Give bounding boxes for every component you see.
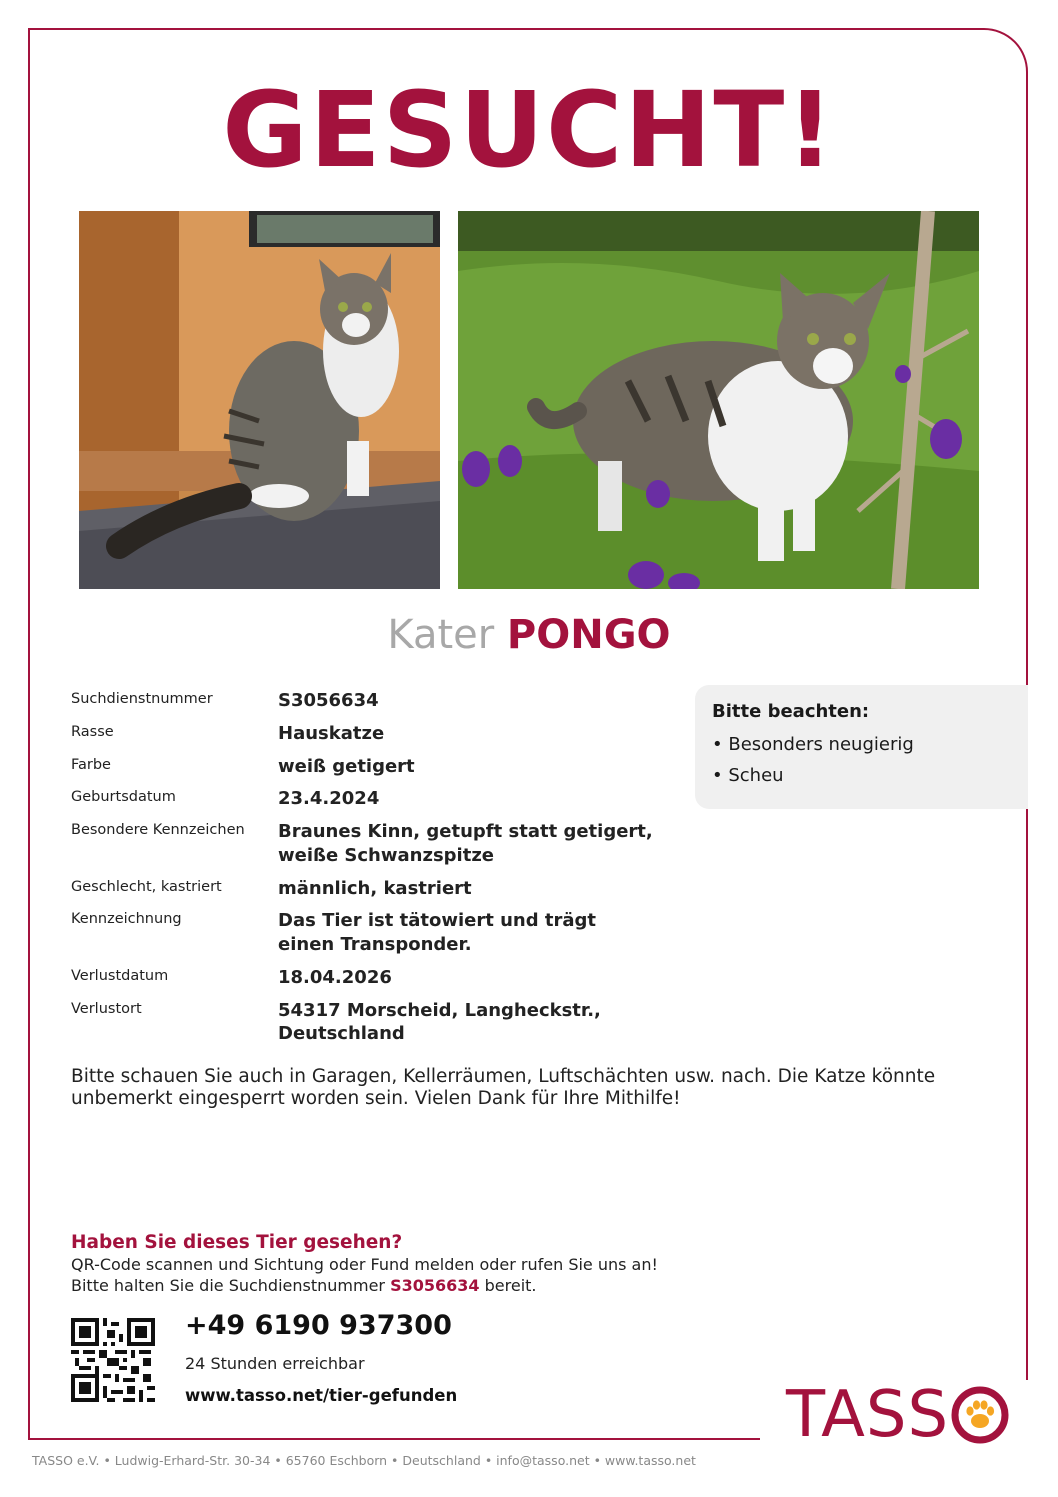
fact-row <box>71 909 671 957</box>
contact-section <box>71 1232 871 1297</box>
fact-label: Farbe <box>71 756 111 773</box>
tasso-logo <box>786 1380 1009 1450</box>
cat-in-grass-photo <box>458 211 979 589</box>
notice-heading: Bitte beachten: <box>712 701 870 722</box>
fact-value: S3056634 <box>278 690 379 711</box>
fact-label: Suchdienstnummer <box>71 691 213 707</box>
fact-row <box>71 722 671 746</box>
fact-label: Rasse <box>71 723 114 740</box>
logo-text: TASS <box>786 1378 950 1452</box>
notice-item: • Scheu <box>712 765 784 786</box>
contact-heading: Haben Sie dieses Tier gesehen? <box>71 1232 403 1253</box>
search-number: S3056634 <box>390 1275 480 1295</box>
notice-box <box>695 685 1028 809</box>
fact-value: männlich, kastriert <box>278 877 472 899</box>
fact-row <box>71 755 671 779</box>
cat-sitting-photo <box>79 211 440 589</box>
fact-label: Geschlecht, kastriert <box>71 878 222 895</box>
fact-label: Verlustdatum <box>71 967 169 984</box>
fact-label: Kennzeichnung <box>71 911 182 928</box>
animal-pet-name: PONGO <box>506 612 671 658</box>
fact-value: Braunes Kinn, getupft statt getigert, weiße Schwanzspitze <box>278 821 653 866</box>
fact-row <box>71 999 671 1047</box>
fact-label: Geburtsdatum <box>71 789 176 806</box>
fact-label: Besondere Kennzeichen <box>71 822 245 838</box>
website-link[interactable]: www.tasso.net/tier-gefunden <box>185 1386 458 1405</box>
contact-line-1: QR-Code scannen und Sichtung oder Fund melden oder rufen Sie uns an! <box>71 1255 658 1274</box>
fact-value: 18.04.2026 <box>278 966 392 988</box>
fact-label: Verlustort <box>71 1000 142 1017</box>
animal-type: Kater <box>387 612 495 658</box>
availability-text: 24 Stunden erreichbar <box>185 1354 365 1373</box>
appeal-text: Bitte schauen Sie auch in Garagen, Kellerräumen, Luftschächten usw. nach. Die Katze könnte unbemerkt eingesperrt worden sein. Vielen Dank für Ihre Mithilfe! <box>71 1066 936 1110</box>
fact-value: weiß getigert <box>278 755 415 777</box>
fact-value: 54317 Morscheid, Langheckstr., Deutschland <box>278 999 601 1045</box>
paw-circle-icon <box>951 1386 1009 1444</box>
qr-code-icon[interactable] <box>71 1318 155 1402</box>
fact-row <box>71 966 671 990</box>
facts-table <box>71 689 671 1055</box>
phone-number[interactable]: +49 6190 937300 <box>185 1310 452 1341</box>
fact-row <box>71 820 671 868</box>
contact-line-2-end: bereit. <box>484 1275 537 1295</box>
notice-item: • Besonders neugierig <box>712 734 914 755</box>
contact-line-2-text: Bitte halten Sie die Suchdienstnummer <box>71 1275 385 1295</box>
fact-value: Das Tier ist tätowiert und trägt einen Transponder. <box>278 910 596 955</box>
footer-address: TASSO e.V. • Ludwig-Erhard-Str. 30-34 • 65760 Eschborn • Deutschland • info@tasso.net • www.tasso.net <box>32 1453 696 1468</box>
contact-line-2 <box>71 1276 871 1297</box>
fact-row <box>71 877 671 901</box>
fact-value: Hauskatze <box>278 722 385 744</box>
fact-row <box>71 787 671 811</box>
page-title: GESUCHT! <box>222 69 836 191</box>
fact-row <box>71 689 671 713</box>
fact-value: 23.4.2024 <box>278 788 380 810</box>
animal-name <box>0 612 1058 658</box>
